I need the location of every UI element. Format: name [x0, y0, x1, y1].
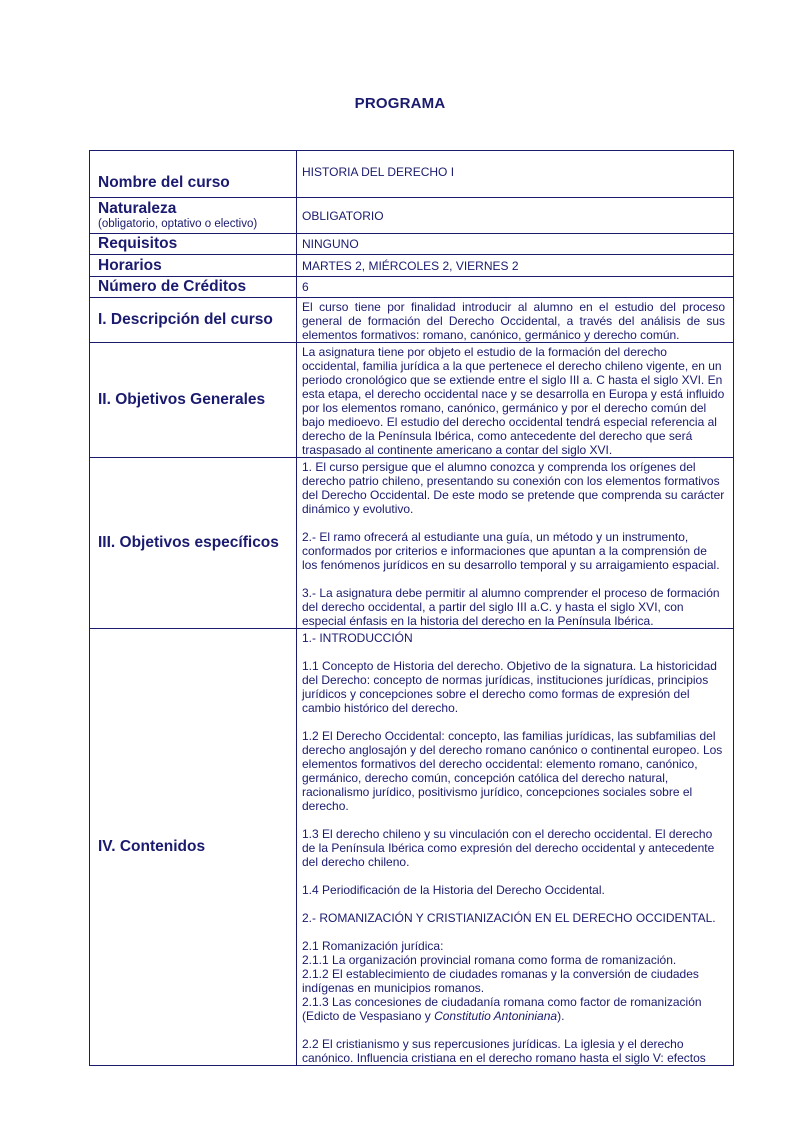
horarios-label: Horarios	[90, 255, 297, 277]
objetivos-generales-text: La asignatura tiene por objeto el estudio de la formación del derecho occidental, familia jurídica a la que pertenece el derecho chileno vigente, en un periodo cronológico que se extiende entre el siglo III a. C hasta el siglo XVI. En esta etapa, el derecho occidental nace y se desarrolla en Europa y está influido por los elementos romano, canónico, germánico y por el derecho común del bajo medioevo. El estudio del derecho occidental tendrá especial referencia al derecho de la Península Ibérica, como antecedente del derecho que será traspasado al continente americano a contar del siglo XVI.	[297, 343, 734, 458]
contenidos-heading-2: 2.- ROMANIZACIÓN Y CRISTIANIZACIÓN EN EL DERECHO OCCIDENTAL.	[302, 911, 716, 925]
naturaleza-label: Naturaleza	[98, 200, 177, 217]
contenidos-label: IV. Contenidos	[90, 629, 297, 1066]
row-horarios	[90, 255, 734, 277]
requisitos-label: Requisitos	[90, 234, 297, 255]
naturaleza-sublabel: (obligatorio, optativo o electivo)	[98, 218, 258, 230]
row-descripcion	[90, 298, 734, 343]
horarios-value: MARTES 2, MIÉRCOLES 2, VIERNES 2	[297, 255, 734, 277]
row-requisitos	[90, 234, 734, 255]
row-nombre	[90, 151, 734, 198]
contenidos-body	[297, 629, 734, 1066]
contenidos-paragraph: 1.1 Concepto de Historia del derecho. Objetivo de la signatura. La historicidad del Derecho: concepto de normas jurídicas, instituciones jurídicas, principios jurídicos y concepciones sobre el derecho como formas de expresión del cambio histórico del derecho.	[302, 659, 717, 715]
row-objetivos-generales	[90, 343, 734, 458]
contenidos-paragraph: 2.1.2 El establecimiento de ciudades romanas y la conversión de ciudades indígenas en municipios romanos.	[302, 967, 699, 995]
descripcion-text: El curso tiene por finalidad introducir al alumno en el estudio del proceso general de formación del Derecho Occidental, a través del análisis de sus elementos formativos: romano, canónico, germánico y derecho común.	[297, 298, 734, 343]
contenidos-paragraph: 2.2 El cristianismo y sus repercusiones jurídicas. La iglesia y el derecho canónico. Influencia cristiana en el derecho romano hasta el siglo V: efectos	[302, 1037, 706, 1065]
creditos-value: 6	[297, 277, 734, 298]
descripcion-label: I. Descripción del curso	[90, 298, 297, 343]
row-creditos	[90, 277, 734, 298]
contenidos-paragraph: 1.4 Periodificación de la Historia del Derecho Occidental.	[302, 883, 605, 897]
objetivos-especificos-list	[297, 458, 734, 629]
document-title: PROGRAMA	[354, 95, 446, 112]
nombre-value: HISTORIA DEL DERECHO I	[297, 151, 734, 198]
creditos-label: Número de Créditos	[90, 277, 297, 298]
requisitos-value: NINGUNO	[297, 234, 734, 255]
naturaleza-value: OBLIGATORIO	[297, 198, 734, 234]
row-objetivos-especificos	[90, 458, 734, 629]
row-naturaleza	[90, 198, 734, 234]
nombre-label: Nombre del curso	[90, 151, 297, 198]
objetivo-especifico-item: 1. El curso persigue que el alumno conozca y comprenda los orígenes del derecho patrio chileno, presentando su conexión con los elementos formativos del Derecho Occidental. De este modo se pretende que comprenda su carácter dinámico y evolutivo.	[302, 460, 725, 516]
row-contenidos	[90, 629, 734, 1066]
contenidos-paragraph: 2.1.1 La organización provincial romana como forma de romanización.	[302, 953, 677, 967]
naturaleza-label-cell	[90, 198, 297, 234]
objetivos-especificos-label: III. Objetivos específicos	[90, 458, 297, 629]
contenidos-text: 2.1.3 Las concesiones de ciudadanía romana como factor de romanización (Edicto de Vespasiano y	[302, 995, 702, 1023]
contenidos-text: ).	[557, 1009, 565, 1023]
contenidos-paragraph: 1.3 El derecho chileno y su vinculación con el derecho occidental. El derecho de la Península Ibérica como expresión del derecho occidental y antecedente del derecho chileno.	[302, 827, 715, 869]
contenidos-paragraph: 1.2 El Derecho Occidental: concepto, las familias jurídicas, las subfamilias del derecho anglosajón y del derecho romano canónico o continental europeo. Los elementos formativos del derecho occidental: elemento romano, canónico, germánico, derecho común, concepción católica del derecho natural, racionalismo jurídico, positivismo jurídico, concepciones sociales sobre el derecho.	[302, 729, 723, 813]
course-table	[89, 150, 734, 1066]
objetivo-especifico-item: 3.- La asignatura debe permitir al alumno comprender el proceso de formación del derecho occidental, a partir del siglo III a.C. y hasta el siglo XVI, con especial énfasis en la historia del derecho en la Península Ibérica.	[302, 586, 720, 628]
contenidos-heading-1: 1.- INTRODUCCIÓN	[302, 631, 413, 645]
contenidos-italic-text: Constitutio Antoniniana	[434, 1009, 558, 1023]
contenidos-paragraph-2-1-3	[302, 995, 725, 1023]
objetivo-especifico-item: 2.- El ramo ofrecerá al estudiante una guía, un método y un instrumento, conformados por criterios e informaciones que apuntan a la comprensión de los fenómenos jurídicos en su desarrollo temporal y su arraigamiento espacial.	[302, 530, 720, 572]
contenidos-paragraph: 2.1 Romanización jurídica:	[302, 939, 444, 953]
objetivos-generales-label: II. Objetivos Generales	[90, 343, 297, 458]
